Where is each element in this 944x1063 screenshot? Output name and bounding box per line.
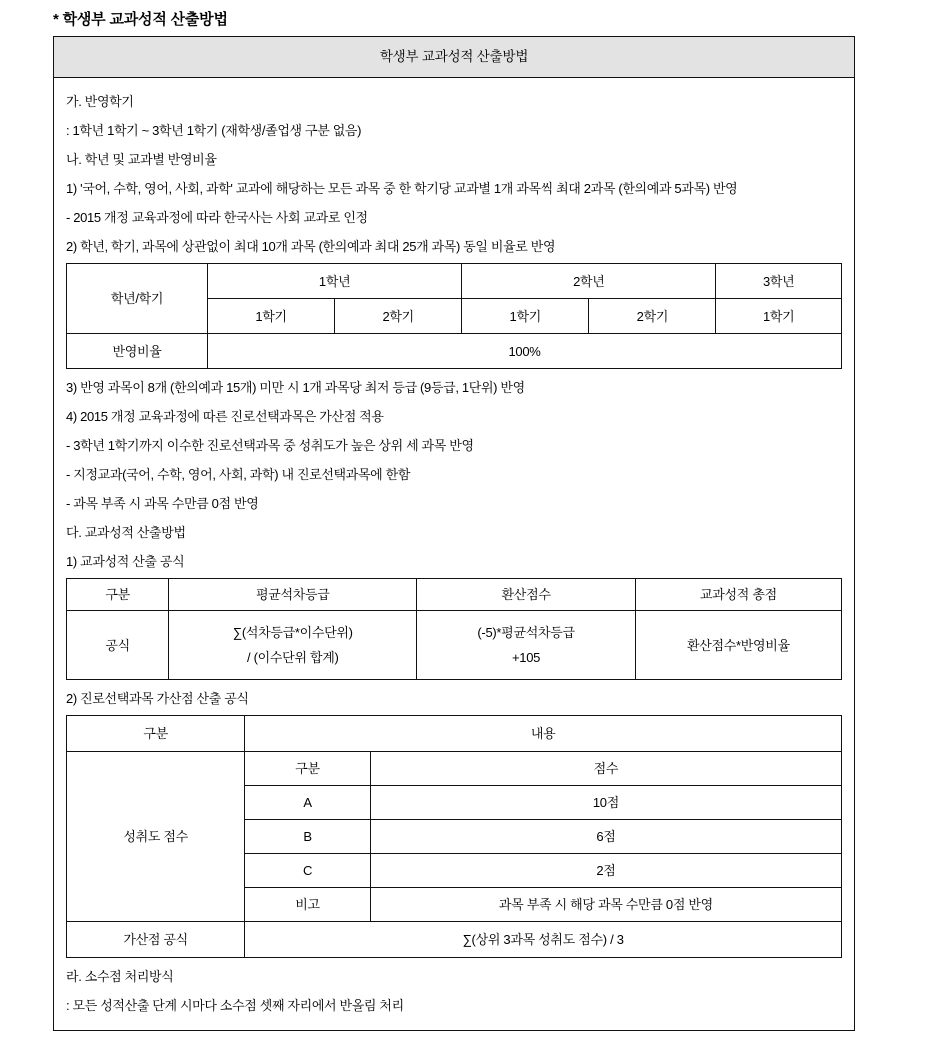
section-b-item4-note3: - 과목 부족 시 과목 수만큼 0점 반영	[66, 496, 259, 511]
grade-header-2: 2학년	[462, 264, 716, 299]
bonus-header-0: 구분	[67, 716, 245, 752]
bonus-formula-value: ∑(상위 3과목 성취도 점수) / 3	[245, 922, 842, 958]
achievement-score-a: 10점	[370, 786, 841, 820]
section-b-item4-note2: - 지정교과(국어, 수학, 영어, 사회, 과학) 내 진로선택과목에 한함	[66, 467, 411, 482]
inner-header-1: 점수	[370, 752, 841, 786]
table-row	[67, 752, 842, 922]
section-d	[66, 962, 842, 1020]
semester-cell-3: 1학기	[462, 299, 589, 334]
semester-cell-4: 2학기	[589, 299, 716, 334]
semester-cell-2: 2학기	[335, 299, 462, 334]
section-b-item4: 4) 2015 개정 교육과정에 따른 진로선택과목은 가산점 적용	[66, 409, 384, 424]
grade-header-1: 1학년	[208, 264, 462, 299]
box-body	[54, 78, 854, 1030]
formula-header-1: 평균석차등급	[169, 579, 417, 611]
formula-avg-rank	[169, 611, 417, 680]
formula-row-label: 공식	[67, 611, 169, 680]
bonus-header-1: 내용	[245, 716, 842, 752]
section-d-heading: 라. 소수점 처리방식	[66, 969, 174, 984]
table-row	[245, 854, 841, 888]
achievement-score-c: 2점	[370, 854, 841, 888]
achievement-score-nested-cell	[245, 752, 842, 922]
formula-converted-line1: (-5)*평균석차등급	[477, 625, 575, 640]
formula-header-2: 환산점수	[417, 579, 636, 611]
section-b-item3: 3) 반영 과목이 8개 (한의예과 15개) 미만 시 1개 과목당 최저 등급 (9등급, 1단위) 반영	[66, 380, 525, 395]
table-row	[245, 888, 841, 922]
achievement-remark-label: 비고	[245, 888, 370, 922]
achievement-remark-value: 과목 부족 시 해당 과목 수만큼 0점 반영	[370, 888, 841, 922]
formula-converted-score	[417, 611, 636, 680]
inner-header-0: 구분	[245, 752, 370, 786]
formula-avg-rank-line1: ∑(석차등급*이수단위)	[232, 625, 353, 640]
section-c-item2: 2) 진로선택과목 가산점 산출 공식	[66, 691, 249, 706]
bonus-formula-label: 가산점 공식	[67, 922, 245, 958]
achievement-score-b: 6점	[370, 820, 841, 854]
achievement-grade-a: A	[245, 786, 370, 820]
content-box	[53, 36, 855, 1031]
score-formula-table	[66, 578, 842, 680]
table-row	[67, 716, 842, 752]
semester-cell-5: 1학기	[716, 299, 842, 334]
section-c-item1: 1) 교과성적 산출 공식	[66, 554, 185, 569]
table-row	[67, 922, 842, 958]
section-b-item4-note1: - 3학년 1학기까지 이수한 진로선택과목 중 성취도가 높은 상위 세 과목 반영	[66, 438, 474, 453]
formula-header-3: 교과성적 총점	[635, 579, 841, 611]
grade-header-3: 3학년	[716, 264, 842, 299]
section-c-heading: 다. 교과성적 산출방법	[66, 525, 186, 540]
grade-table-row-label: 학년/학기	[67, 264, 208, 334]
table-row	[67, 611, 842, 680]
section-a-detail: : 1학년 1학기 ~ 3학년 1학기 (재학생/졸업생 구분 없음)	[66, 123, 362, 138]
section-d-detail: : 모든 성적산출 단계 시마다 소수점 셋째 자리에서 반올림 처리	[66, 998, 404, 1013]
table-row	[67, 579, 842, 611]
section-b-item1-note: - 2015 개정 교육과정에 따라 한국사는 사회 교과로 인정	[66, 210, 368, 225]
grade-semester-table	[66, 263, 842, 369]
semester-cell-1: 1학기	[208, 299, 335, 334]
table-row	[245, 752, 841, 786]
bonus-point-table	[66, 715, 842, 958]
achievement-score-label: 성취도 점수	[67, 752, 245, 922]
table-row	[245, 820, 841, 854]
section-b-item2: 2) 학년, 학기, 과목에 상관없이 최대 10개 과목 (한의예과 최대 25개 과목) 동일 비율로 반영	[66, 239, 556, 254]
formula-avg-rank-line2: / (이수단위 합계)	[247, 650, 339, 665]
table-row	[245, 786, 841, 820]
section-b-heading: 나. 학년 및 교과별 반영비율	[66, 152, 217, 167]
box-header-title: 학생부 교과성적 산출방법	[54, 37, 854, 78]
ratio-value: 100%	[208, 334, 842, 369]
section-b-item1: 1) '국어, 수학, 영어, 사회, 과학' 교과에 해당하는 모든 과목 중 한 학기당 교과별 1개 과목씩 최대 2과목 (한의예과 5과목) 반영	[66, 181, 738, 196]
achievement-grade-c: C	[245, 854, 370, 888]
achievement-grade-b: B	[245, 820, 370, 854]
formula-converted-line2: +105	[512, 650, 541, 665]
ratio-row-label: 반영비율	[67, 334, 208, 369]
formula-header-0: 구분	[67, 579, 169, 611]
table-row	[67, 264, 842, 299]
formula-total-score: 환산점수*반영비율	[635, 611, 841, 680]
section-a-heading: 가. 반영학기	[66, 94, 134, 109]
achievement-score-table	[245, 752, 841, 921]
table-row	[67, 334, 842, 369]
page-title: * 학생부 교과성적 산출방법	[53, 11, 228, 28]
